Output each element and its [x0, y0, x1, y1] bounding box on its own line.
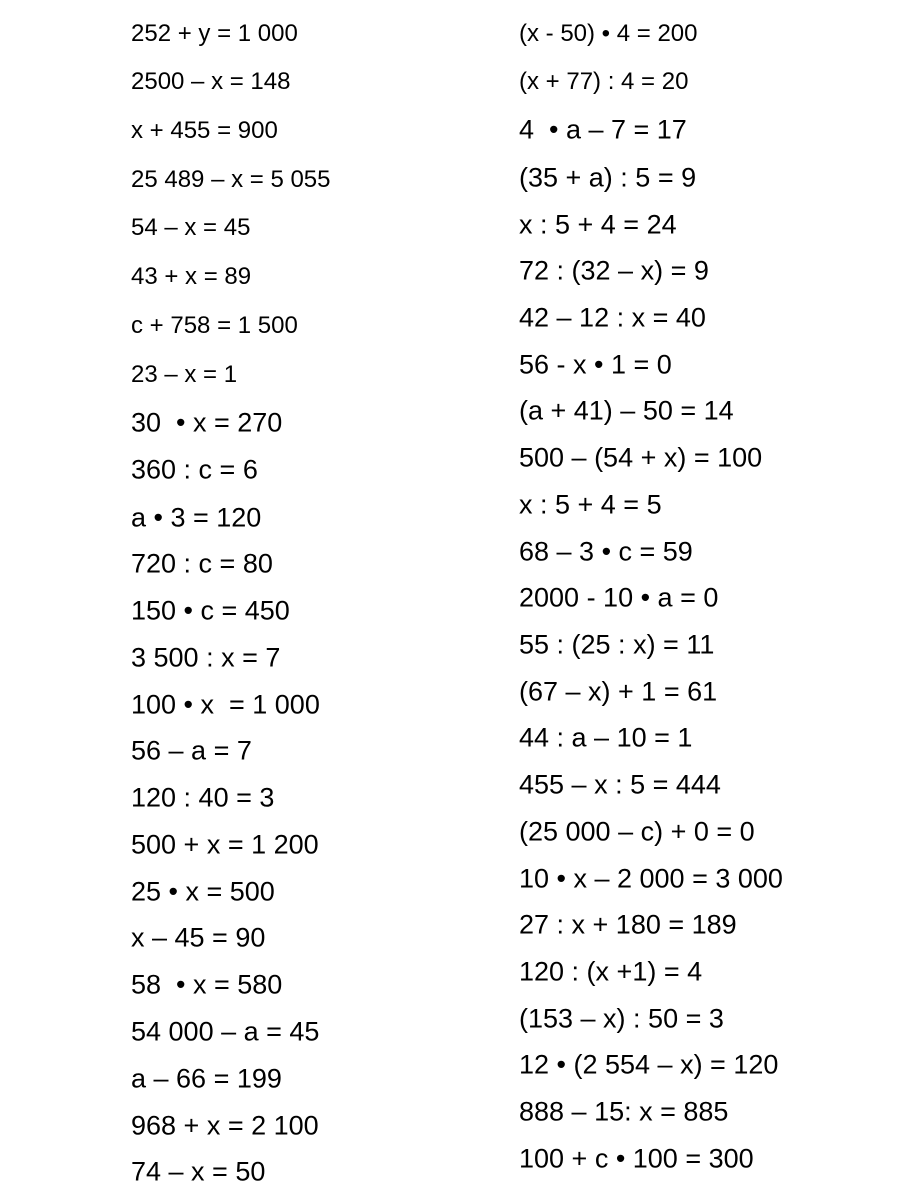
equation: 500 + x = 1 200: [131, 829, 319, 860]
equation: 44 : a – 10 = 1: [519, 722, 693, 753]
equation: 27 : x + 180 = 189: [519, 909, 737, 940]
equation: 252 + y = 1 000: [131, 20, 298, 47]
equation: a • 3 = 120: [131, 502, 262, 533]
equation: 10 • x – 2 000 = 3 000: [519, 863, 783, 894]
equation: 30 • x = 270: [131, 407, 283, 438]
equation: 74 – x = 50: [131, 1156, 266, 1187]
equation: x – 45 = 90: [131, 922, 266, 953]
equation: 12 • (2 554 – x) = 120: [519, 1049, 779, 1080]
equation: (a + 41) – 50 = 14: [519, 395, 734, 426]
equation: 100 • x = 1 000: [131, 689, 320, 720]
equation: 23 – x = 1: [131, 361, 238, 388]
equation: 968 + x = 2 100: [131, 1110, 319, 1141]
equation: 25 • x = 500: [131, 876, 275, 907]
equation: 455 – x : 5 = 444: [519, 769, 721, 800]
equation: 56 – a = 7: [131, 735, 252, 766]
equation: (x + 77) : 4 = 20: [519, 68, 689, 95]
equation: (67 – x) + 1 = 61: [519, 676, 718, 707]
equation: (35 + a) : 5 = 9: [519, 162, 697, 193]
equation: 72 : (32 – x) = 9: [519, 255, 709, 286]
equation: 720 : c = 80: [131, 548, 273, 579]
equation: (153 – x) : 50 = 3: [519, 1003, 724, 1034]
equation: a – 66 = 199: [131, 1063, 282, 1094]
equation: 3 500 : x = 7: [131, 642, 281, 673]
equation: 54 000 – a = 45: [131, 1016, 320, 1047]
equation: x : 5 + 4 = 5: [519, 489, 662, 520]
equation: 500 – (54 + x) = 100: [519, 442, 763, 473]
equation: 120 : 40 = 3: [131, 782, 275, 813]
equation: 100 + c • 100 = 300: [519, 1143, 754, 1174]
equation: (x - 50) • 4 = 200: [519, 20, 698, 47]
equation: 54 – x = 45: [131, 214, 251, 241]
equation: 58 • x = 580: [131, 969, 283, 1000]
equation: 4 • a – 7 = 17: [519, 114, 687, 145]
equation: 56 - x • 1 = 0: [519, 349, 672, 380]
equation: x + 455 = 900: [131, 117, 278, 144]
equation: 68 – 3 • c = 59: [519, 536, 693, 567]
equation: 55 : (25 : x) = 11: [519, 629, 715, 660]
equation: 150 • c = 450: [131, 595, 290, 626]
equation: 43 + x = 89: [131, 263, 252, 290]
equation: 888 – 15: x = 885: [519, 1096, 729, 1127]
equation: 360 : c = 6: [131, 454, 258, 485]
equation: 120 : (x +1) = 4: [519, 956, 703, 987]
equation: 25 489 – x = 5 055: [131, 166, 331, 193]
equation: (25 000 – c) + 0 = 0: [519, 816, 755, 847]
equation: c + 758 = 1 500: [131, 312, 298, 339]
equation: 2500 – x = 148: [131, 68, 291, 95]
equation: 42 – 12 : x = 40: [519, 302, 706, 333]
equation: 2000 - 10 • a = 0: [519, 582, 719, 613]
equation: x : 5 + 4 = 24: [519, 209, 677, 240]
